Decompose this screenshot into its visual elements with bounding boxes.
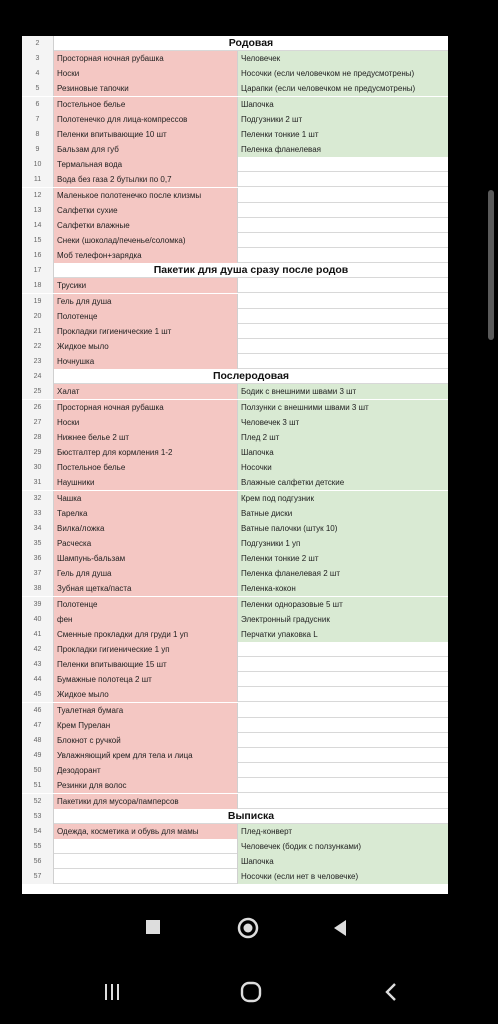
table-row xyxy=(22,66,448,81)
row-number: 46 xyxy=(22,703,54,718)
row-number: 48 xyxy=(22,733,54,748)
table-row xyxy=(22,354,448,369)
scrollbar[interactable] xyxy=(488,190,494,340)
cell-baby-item[interactable]: Носочки (если человечком не предусмотрены) xyxy=(238,66,448,81)
section-header-row xyxy=(22,369,448,384)
row-number: 4 xyxy=(22,66,54,81)
row-number: 20 xyxy=(22,309,54,324)
row-number: 29 xyxy=(22,445,54,460)
cell-mother-item[interactable]: Халат xyxy=(54,384,238,399)
row-number: 49 xyxy=(22,748,54,763)
table-row xyxy=(22,324,448,339)
cell-baby-item[interactable]: Пеленка фланелевая xyxy=(238,142,448,157)
cell-mother-item[interactable]: Пеленки впитывающие 10 шт xyxy=(54,127,238,142)
table-row xyxy=(22,718,448,733)
table-row xyxy=(22,794,448,809)
stop-square-icon[interactable] xyxy=(146,920,162,936)
section-title[interactable]: Послеродовая xyxy=(212,370,290,383)
row-number: 7 xyxy=(22,112,54,127)
table-row xyxy=(22,203,448,218)
table-row xyxy=(22,294,448,309)
row-number: 17 xyxy=(22,263,54,278)
row-number: 5 xyxy=(22,81,54,96)
row-number: 13 xyxy=(22,203,54,218)
cell-mother-item[interactable]: Одежда, косметика и обувь для мамы xyxy=(54,824,238,839)
table-row xyxy=(22,415,448,430)
table-row xyxy=(22,475,448,490)
row-number: 42 xyxy=(22,642,54,657)
cell-baby-item[interactable]: Пеленка-кокон xyxy=(238,581,448,596)
row-number: 12 xyxy=(22,188,54,203)
row-number: 45 xyxy=(22,687,54,702)
cell-baby-item[interactable] xyxy=(238,794,448,809)
cell-mother-item[interactable]: Полотенечко для лица-компрессов xyxy=(54,112,238,127)
table-row xyxy=(22,763,448,778)
table-row xyxy=(22,551,448,566)
navigation-bar xyxy=(0,900,498,1024)
cell-baby-item[interactable]: Пеленки тонкие 1 шт xyxy=(238,127,448,142)
cell-baby-item[interactable]: Плед-конверт xyxy=(238,824,448,839)
row-number: 34 xyxy=(22,521,54,536)
row-number: 32 xyxy=(22,491,54,506)
row-number: 27 xyxy=(22,415,54,430)
row-number: 44 xyxy=(22,672,54,687)
row-number: 50 xyxy=(22,763,54,778)
table-row xyxy=(22,112,448,127)
table-row xyxy=(22,400,448,415)
table-row xyxy=(22,142,448,157)
table-row xyxy=(22,81,448,96)
table-row xyxy=(22,521,448,536)
row-number: 9 xyxy=(22,142,54,157)
row-number: 19 xyxy=(22,294,54,309)
cell-mother-item[interactable]: Носки xyxy=(54,66,238,81)
section-title[interactable]: Пакетик для душа сразу после родов xyxy=(153,264,349,277)
table-row xyxy=(22,248,448,263)
cell-baby-item[interactable]: Плед 2 шт xyxy=(238,430,448,445)
cell-baby-item[interactable] xyxy=(238,354,448,369)
cell-mother-item[interactable]: Чашка xyxy=(54,491,238,506)
cell-mother-item[interactable]: Сменные прокладки для груди 1 уп xyxy=(54,627,238,642)
row-number: 33 xyxy=(22,506,54,521)
cell-baby-item[interactable]: Пеленки одноразовые 5 шт xyxy=(238,597,448,612)
row-number: 51 xyxy=(22,778,54,793)
table-row xyxy=(22,233,448,248)
row-number: 40 xyxy=(22,612,54,627)
table-row xyxy=(22,778,448,793)
row-number: 55 xyxy=(22,839,54,854)
cell-baby-item[interactable] xyxy=(238,778,448,793)
cell-baby-item[interactable]: Ватные палочки (штук 10) xyxy=(238,521,448,536)
cell-mother-item[interactable]: Термальная вода xyxy=(54,157,238,172)
row-number: 3 xyxy=(22,51,54,66)
cell-mother-item[interactable]: Гель для душа xyxy=(54,294,238,309)
back-triangle-icon[interactable] xyxy=(332,919,348,937)
table-row xyxy=(22,627,448,642)
home-rounded-icon[interactable] xyxy=(240,981,262,1003)
cell-mother-item[interactable]: Полотенце xyxy=(54,597,238,612)
cell-mother-item[interactable]: Блокнот с ручкой xyxy=(54,733,238,748)
cell-baby-item[interactable]: Ползунки с внешними швами 3 шт xyxy=(238,400,448,415)
table-row xyxy=(22,218,448,233)
cell-mother-item[interactable]: Просторная ночная рубашка xyxy=(54,400,238,415)
cell-mother-item[interactable]: Гель для душа xyxy=(54,566,238,581)
table-row xyxy=(22,657,448,672)
cell-mother-item[interactable]: Пеленки впитывающие 15 шт xyxy=(54,657,238,672)
table-row xyxy=(22,460,448,475)
cell-baby-item[interactable]: Влажные салфетки детские xyxy=(238,475,448,490)
cell-baby-item[interactable] xyxy=(238,733,448,748)
cell-baby-item[interactable]: Носочки (если нет в человечке) xyxy=(238,869,448,884)
table-row xyxy=(22,748,448,763)
cell-baby-item[interactable]: Подгузники 2 шт xyxy=(238,112,448,127)
table-row xyxy=(22,445,448,460)
table-row xyxy=(22,506,448,521)
cell-mother-item[interactable]: Полотенце xyxy=(54,309,238,324)
table-row xyxy=(22,309,448,324)
cell-baby-item[interactable] xyxy=(238,172,448,187)
row-number: 38 xyxy=(22,581,54,596)
row-number: 2 xyxy=(22,36,54,51)
table-row xyxy=(22,430,448,445)
row-number: 36 xyxy=(22,551,54,566)
cell-baby-item[interactable] xyxy=(238,657,448,672)
cell-baby-item[interactable] xyxy=(238,157,448,172)
row-number: 30 xyxy=(22,460,54,475)
table-row xyxy=(22,566,448,581)
cell-baby-item[interactable]: Шапочка xyxy=(238,445,448,460)
cell-mother-item[interactable]: Просторная ночная рубашка xyxy=(54,51,238,66)
cell-mother-item[interactable]: Дезодорант xyxy=(54,763,238,778)
table-row xyxy=(22,172,448,187)
row-number: 39 xyxy=(22,597,54,612)
row-number: 28 xyxy=(22,430,54,445)
table-row xyxy=(22,854,448,869)
row-number: 18 xyxy=(22,278,54,293)
cell-mother-item[interactable]: Прокладки гигиенические 1 шт xyxy=(54,324,238,339)
row-number: 6 xyxy=(22,97,54,112)
cell-mother-item[interactable] xyxy=(54,869,238,884)
section-header-row xyxy=(22,809,448,824)
cell-baby-item[interactable]: Перчатки упаковка L xyxy=(238,627,448,642)
table-row xyxy=(22,612,448,627)
cell-baby-item[interactable] xyxy=(238,324,448,339)
cell-mother-item[interactable]: Постельное белье xyxy=(54,460,238,475)
table-row xyxy=(22,642,448,657)
cell-mother-item[interactable]: Салфетки сухие xyxy=(54,203,238,218)
row-number: 25 xyxy=(22,384,54,399)
cell-baby-item[interactable]: Пеленка фланелевая 2 шт xyxy=(238,566,448,581)
cell-mother-item[interactable]: Постельное белье xyxy=(54,97,238,112)
cell-baby-item[interactable] xyxy=(238,218,448,233)
cell-baby-item[interactable] xyxy=(238,278,448,293)
cell-baby-item[interactable] xyxy=(238,703,448,718)
cell-baby-item[interactable] xyxy=(238,339,448,354)
cell-mother-item[interactable]: Нижнее белье 2 шт xyxy=(54,430,238,445)
cell-mother-item[interactable]: Тарелка xyxy=(54,506,238,521)
cell-baby-item[interactable] xyxy=(238,672,448,687)
cell-baby-item[interactable]: Подгузники 1 уп xyxy=(238,536,448,551)
cell-mother-item[interactable]: Жидкое мыло xyxy=(54,687,238,702)
table-row xyxy=(22,597,448,612)
table-row xyxy=(22,536,448,551)
table-row xyxy=(22,51,448,66)
cell-mother-item[interactable]: Вилка/ложка xyxy=(54,521,238,536)
table-row xyxy=(22,672,448,687)
cell-mother-item[interactable]: Вода без газа 2 бутылки по 0,7 xyxy=(54,172,238,187)
cell-baby-item[interactable] xyxy=(238,309,448,324)
row-number: 10 xyxy=(22,157,54,172)
cell-baby-item[interactable]: Шапочка xyxy=(238,97,448,112)
row-number: 53 xyxy=(22,809,54,824)
cell-mother-item[interactable]: Ночнушка xyxy=(54,354,238,369)
cell-baby-item[interactable] xyxy=(238,233,448,248)
table-row xyxy=(22,491,448,506)
row-number: 31 xyxy=(22,475,54,490)
cell-baby-item[interactable]: Крем под подгузник xyxy=(238,491,448,506)
cell-baby-item[interactable]: Ватные диски xyxy=(238,506,448,521)
cell-mother-item[interactable]: Наушники xyxy=(54,475,238,490)
cell-baby-item[interactable]: Царапки (если человечком не предусмотрены) xyxy=(238,81,448,96)
row-number: 52 xyxy=(22,794,54,809)
table-row xyxy=(22,339,448,354)
row-number: 43 xyxy=(22,657,54,672)
row-number: 15 xyxy=(22,233,54,248)
row-number: 54 xyxy=(22,824,54,839)
row-number: 56 xyxy=(22,854,54,869)
cell-mother-item[interactable] xyxy=(54,854,238,869)
cell-baby-item[interactable]: Бодик с внешними швами 3 шт xyxy=(238,384,448,399)
row-number: 26 xyxy=(22,400,54,415)
table-row xyxy=(22,127,448,142)
back-chevron-icon[interactable] xyxy=(384,982,398,1002)
cell-mother-item[interactable]: Расческа xyxy=(54,536,238,551)
table-row xyxy=(22,384,448,399)
cell-mother-item[interactable]: фен xyxy=(54,612,238,627)
cell-baby-item[interactable]: Шапочка xyxy=(238,854,448,869)
table-row xyxy=(22,703,448,718)
cell-mother-item[interactable]: Шампунь-бальзам xyxy=(54,551,238,566)
table-row xyxy=(22,581,448,596)
table-row xyxy=(22,188,448,203)
row-number: 14 xyxy=(22,218,54,233)
row-number: 22 xyxy=(22,339,54,354)
cell-mother-item[interactable]: Резиновые тапочки xyxy=(54,81,238,96)
recents-lines-icon[interactable] xyxy=(102,983,122,1001)
cell-mother-item[interactable]: Бюстгалтер для кормления 1-2 xyxy=(54,445,238,460)
cell-baby-item[interactable]: Пеленки тонкие 2 шт xyxy=(238,551,448,566)
cell-mother-item[interactable]: Резинки для волос xyxy=(54,778,238,793)
cell-mother-item[interactable]: Снеки (шоколад/печенье/соломка) xyxy=(54,233,238,248)
cell-baby-item[interactable]: Человечек (бодик с ползунками) xyxy=(238,839,448,854)
home-circle-icon[interactable] xyxy=(237,917,259,939)
cell-mother-item[interactable]: Маленькое полотенечко после клизмы xyxy=(54,188,238,203)
row-number: 16 xyxy=(22,248,54,263)
row-number: 57 xyxy=(22,869,54,884)
row-number: 8 xyxy=(22,127,54,142)
cell-mother-item[interactable]: Трусики xyxy=(54,278,238,293)
cell-baby-item[interactable] xyxy=(238,203,448,218)
cell-baby-item[interactable] xyxy=(238,642,448,657)
cell-baby-item[interactable] xyxy=(238,294,448,309)
cell-mother-item[interactable]: Туалетная бумага xyxy=(54,703,238,718)
cell-mother-item[interactable]: Пакетики для мусора/памперсов xyxy=(54,794,238,809)
cell-baby-item[interactable]: Носочки xyxy=(238,460,448,475)
table-row xyxy=(22,869,448,884)
cell-mother-item[interactable]: Зубная щетка/паста xyxy=(54,581,238,596)
cell-baby-item[interactable]: Человечек 3 шт xyxy=(238,415,448,430)
section-header-row xyxy=(22,263,448,278)
cell-mother-item[interactable]: Носки xyxy=(54,415,238,430)
cell-mother-item[interactable]: Салфетки влажные xyxy=(54,218,238,233)
section-header-row xyxy=(22,36,448,51)
cell-baby-item[interactable] xyxy=(238,718,448,733)
cell-baby-item[interactable] xyxy=(238,763,448,778)
cell-baby-item[interactable] xyxy=(238,687,448,702)
cell-mother-item[interactable] xyxy=(54,839,238,854)
cell-baby-item[interactable]: Электронный градусник xyxy=(238,612,448,627)
cell-mother-item[interactable]: Увлажняющий крем для тела и лица xyxy=(54,748,238,763)
row-number: 21 xyxy=(22,324,54,339)
row-number: 47 xyxy=(22,718,54,733)
table-row xyxy=(22,824,448,839)
row-number: 24 xyxy=(22,369,54,384)
table-row xyxy=(22,97,448,112)
cell-mother-item[interactable]: Жидкое мыло xyxy=(54,339,238,354)
cell-mother-item[interactable]: Бальзам для губ xyxy=(54,142,238,157)
row-number: 23 xyxy=(22,354,54,369)
cell-mother-item[interactable]: Крем Пурелан xyxy=(54,718,238,733)
section-title[interactable]: Выписка xyxy=(227,809,275,822)
cell-baby-item[interactable] xyxy=(238,748,448,763)
table-row xyxy=(22,839,448,854)
row-number: 41 xyxy=(22,627,54,642)
section-title[interactable]: Родовая xyxy=(228,37,274,49)
cell-baby-item[interactable] xyxy=(238,248,448,263)
table-row xyxy=(22,733,448,748)
cell-baby-item[interactable] xyxy=(238,188,448,203)
row-number: 11 xyxy=(22,172,54,187)
spreadsheet-view[interactable] xyxy=(22,36,448,894)
row-number: 35 xyxy=(22,536,54,551)
row-number: 37 xyxy=(22,566,54,581)
cell-mother-item[interactable]: Бумажные полотеца 2 шт xyxy=(54,672,238,687)
table-row xyxy=(22,278,448,293)
table-row xyxy=(22,687,448,702)
cell-mother-item[interactable]: Моб телефон+зарядка xyxy=(54,248,238,263)
cell-mother-item[interactable]: Прокладки гигиенические 1 уп xyxy=(54,642,238,657)
cell-baby-item[interactable]: Человечек xyxy=(238,51,448,66)
table-row xyxy=(22,157,448,172)
